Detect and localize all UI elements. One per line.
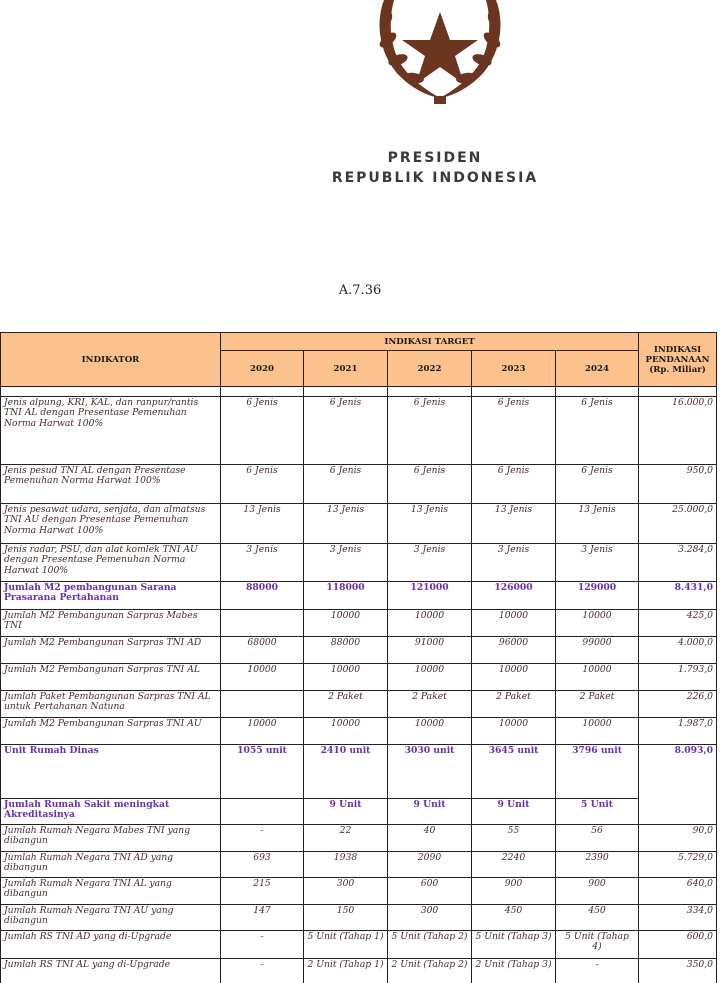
indicator-cell: Jumlah M2 Pembangunan Sarpras Mabes TNI [1, 610, 221, 637]
target-cell: 3 Jenis [556, 544, 639, 582]
year-header: 2023 [472, 351, 556, 387]
table-row [1, 852, 717, 878]
funding-cell: 600,0 [639, 931, 717, 959]
year-header: 2024 [556, 351, 639, 387]
target-cell: 6 Jenis [472, 397, 556, 465]
target-cell: 9 Unit [388, 799, 472, 825]
funding-cell: 3.284,0 [639, 544, 717, 582]
year-header: 2020 [221, 351, 304, 387]
year-header: 2022 [388, 351, 472, 387]
target-cell: 22 [304, 825, 388, 852]
target-cell: 6 Jenis [304, 397, 388, 465]
target-cell: 56 [556, 825, 639, 852]
target-cell: 5 Unit (Tahap 1) [304, 931, 388, 959]
indicator-cell: Jumlah Rumah Sakit meningkat Akreditasinya [1, 799, 221, 825]
target-cell: 150 [304, 905, 388, 931]
target-cell: 2 Unit (Tahap 3) [472, 959, 556, 983]
target-cell: 2240 [472, 852, 556, 878]
indicator-cell: Jumlah RS TNI AL yang di-Upgrade [1, 959, 221, 983]
target-cell: 126000 [472, 582, 556, 610]
target-cell: 6 Jenis [388, 465, 472, 504]
indicator-cell: Unit Rumah Dinas [1, 745, 221, 799]
target-cell: 1938 [304, 852, 388, 878]
funding-cell: 1.793,0 [639, 664, 717, 691]
target-cell: 99000 [556, 637, 639, 664]
target-cell: 3 Jenis [221, 544, 304, 582]
col-target-header: INDIKASI TARGET [221, 333, 639, 351]
target-cell: - [556, 959, 639, 983]
target-cell: 2 Unit (Tahap 1) [304, 959, 388, 983]
target-cell: 10000 [388, 718, 472, 745]
indicator-cell: Jenis pesud TNI AL dengan Presentase Pemenuhan Norma Harwat 100% [1, 465, 221, 504]
target-cell: 13 Jenis [304, 504, 388, 544]
target-cell: 10000 [556, 610, 639, 637]
target-cell: 5 Unit (Tahap 2) [388, 931, 472, 959]
target-cell: 55 [472, 825, 556, 852]
target-cell: 3 Jenis [304, 544, 388, 582]
target-cell: 3030 unit [388, 745, 472, 799]
target-cell: 10000 [388, 610, 472, 637]
target-cell: 9 Unit [304, 799, 388, 825]
target-cell: 1055 unit [221, 745, 304, 799]
spacer-row [1, 387, 717, 397]
target-cell: 5 Unit [556, 799, 639, 825]
target-cell: 88000 [304, 637, 388, 664]
target-cell: 121000 [388, 582, 472, 610]
target-cell: 3645 unit [472, 745, 556, 799]
garuda-star-emblem-icon [356, 0, 524, 112]
funding-cell: 4.000,0 [639, 637, 717, 664]
target-cell: 118000 [304, 582, 388, 610]
funding-cell: 640,0 [639, 878, 717, 905]
funding-cell: 334,0 [639, 905, 717, 931]
target-cell: 2 Paket [388, 691, 472, 718]
target-cell: 3 Jenis [472, 544, 556, 582]
target-cell: 10000 [556, 664, 639, 691]
table-row [1, 959, 717, 983]
col-funding-header: INDIKASI PENDANAAN (Rp. Miliar) [639, 333, 717, 387]
target-cell: 300 [388, 905, 472, 931]
indicator-cell: Jumlah Paket Pembangunan Sarpras TNI AL untuk Pertahanan Natuna [1, 691, 221, 718]
table-row [1, 878, 717, 905]
target-cell: 600 [388, 878, 472, 905]
header-line1: PRESIDEN [387, 150, 483, 166]
indicator-cell: Jenis alpung, KRI, KAL, dan ranpur/rantis TNI AL dengan Presentase Pemenuhan Norma Harwat 100% [1, 397, 221, 465]
table-row [1, 718, 717, 745]
target-cell: 6 Jenis [304, 465, 388, 504]
funding-cell: 5.729,0 [639, 852, 717, 878]
funding-cell: 8.093,0 [639, 745, 717, 825]
table-row [1, 825, 717, 852]
target-cell [221, 610, 304, 637]
target-cell: 6 Jenis [388, 397, 472, 465]
indicator-cell: Jumlah M2 Pembangunan Sarpras TNI AD [1, 637, 221, 664]
target-cell [221, 799, 304, 825]
target-cell: 6 Jenis [556, 465, 639, 504]
table-row [1, 397, 717, 465]
indicator-table [0, 332, 717, 983]
target-cell: 68000 [221, 637, 304, 664]
indicator-cell: Jumlah M2 pembangunan Sarana Prasarana Pertahanan [1, 582, 221, 610]
target-cell: 13 Jenis [472, 504, 556, 544]
target-cell: 40 [388, 825, 472, 852]
target-cell: 2090 [388, 852, 472, 878]
target-cell: 147 [221, 905, 304, 931]
target-cell: 91000 [388, 637, 472, 664]
indicator-cell: Jumlah M2 Pembangunan Sarpras TNI AL [1, 664, 221, 691]
table-row [1, 905, 717, 931]
indicator-cell: Jumlah Rumah Negara TNI AU yang dibangun [1, 905, 221, 931]
funding-cell: 350,0 [639, 959, 717, 983]
table-row [1, 582, 717, 610]
page-code: A.7.36 [338, 283, 382, 298]
target-cell: 10000 [304, 664, 388, 691]
indicator-cell: Jumlah M2 Pembangunan Sarpras TNI AU [1, 718, 221, 745]
target-cell: - [221, 825, 304, 852]
target-cell: 2390 [556, 852, 639, 878]
target-cell: 10000 [221, 718, 304, 745]
target-cell: - [221, 931, 304, 959]
target-cell: 2410 unit [304, 745, 388, 799]
target-cell: 10000 [556, 718, 639, 745]
funding-cell: 8.431,0 [639, 582, 717, 610]
funding-cell: 16.000,0 [639, 397, 717, 465]
funding-cell: 1.987,0 [639, 718, 717, 745]
target-cell: 6 Jenis [472, 465, 556, 504]
indicator-cell: Jenis pesawat udara, senjata, dan almatsus TNI AU dengan Presentase Pemenuhan Norma Harwat 100% [1, 504, 221, 544]
funding-cell: 425,0 [639, 610, 717, 637]
indicator-cell: Jenis radar, PSU, dan alat komlek TNI AU dengan Presentase Pemenuhan Norma Harwat 100% [1, 544, 221, 582]
target-cell: 13 Jenis [221, 504, 304, 544]
year-header: 2021 [304, 351, 388, 387]
target-cell: 300 [304, 878, 388, 905]
indicator-cell: Jumlah Rumah Negara Mabes TNI yang dibangun [1, 825, 221, 852]
target-cell: 10000 [472, 610, 556, 637]
target-cell: 450 [472, 905, 556, 931]
target-cell: 3 Jenis [388, 544, 472, 582]
indicator-cell: Jumlah Rumah Negara TNI AD yang dibangun [1, 852, 221, 878]
target-cell: 10000 [388, 664, 472, 691]
target-cell: 6 Jenis [221, 465, 304, 504]
target-cell: 693 [221, 852, 304, 878]
target-cell: 2 Unit (Tahap 2) [388, 959, 472, 983]
funding-cell: 90,0 [639, 825, 717, 852]
target-cell: 129000 [556, 582, 639, 610]
target-cell: 5 Unit (Tahap 3) [472, 931, 556, 959]
target-cell: 88000 [221, 582, 304, 610]
target-cell: 10000 [304, 610, 388, 637]
target-cell: 10000 [472, 718, 556, 745]
funding-cell: 226,0 [639, 691, 717, 718]
table-row [1, 544, 717, 582]
col-indikator-header: INDIKATOR [1, 333, 221, 387]
target-cell: 13 Jenis [388, 504, 472, 544]
target-cell: 10000 [221, 664, 304, 691]
table-row [1, 465, 717, 504]
target-cell: 900 [472, 878, 556, 905]
funding-cell: 950,0 [639, 465, 717, 504]
target-cell: 9 Unit [472, 799, 556, 825]
target-cell: 10000 [472, 664, 556, 691]
target-cell: - [221, 959, 304, 983]
target-cell: 13 Jenis [556, 504, 639, 544]
indicator-cell: Jumlah RS TNI AD yang di-Upgrade [1, 931, 221, 959]
target-cell: 900 [556, 878, 639, 905]
indicator-cell: Jumlah Rumah Negara TNI AL yang dibangun [1, 878, 221, 905]
table-row [1, 504, 717, 544]
target-cell: 6 Jenis [556, 397, 639, 465]
target-cell: 2 Paket [472, 691, 556, 718]
table-row [1, 664, 717, 691]
target-cell [221, 691, 304, 718]
header-line2: REPUBLIK INDONESIA [331, 170, 539, 186]
table-row [1, 691, 717, 718]
target-cell: 450 [556, 905, 639, 931]
table-row [1, 931, 717, 959]
target-cell: 6 Jenis [221, 397, 304, 465]
target-cell: 215 [221, 878, 304, 905]
target-cell: 3796 unit [556, 745, 639, 799]
target-cell: 2 Paket [304, 691, 388, 718]
table-row [1, 637, 717, 664]
target-cell: 2 Paket [556, 691, 639, 718]
table-row [1, 745, 717, 799]
target-cell: 5 Unit (Tahap 4) [556, 931, 639, 959]
table-row [1, 610, 717, 637]
target-cell: 10000 [304, 718, 388, 745]
target-cell: 96000 [472, 637, 556, 664]
funding-cell: 25.000,0 [639, 504, 717, 544]
table-row [1, 799, 717, 825]
